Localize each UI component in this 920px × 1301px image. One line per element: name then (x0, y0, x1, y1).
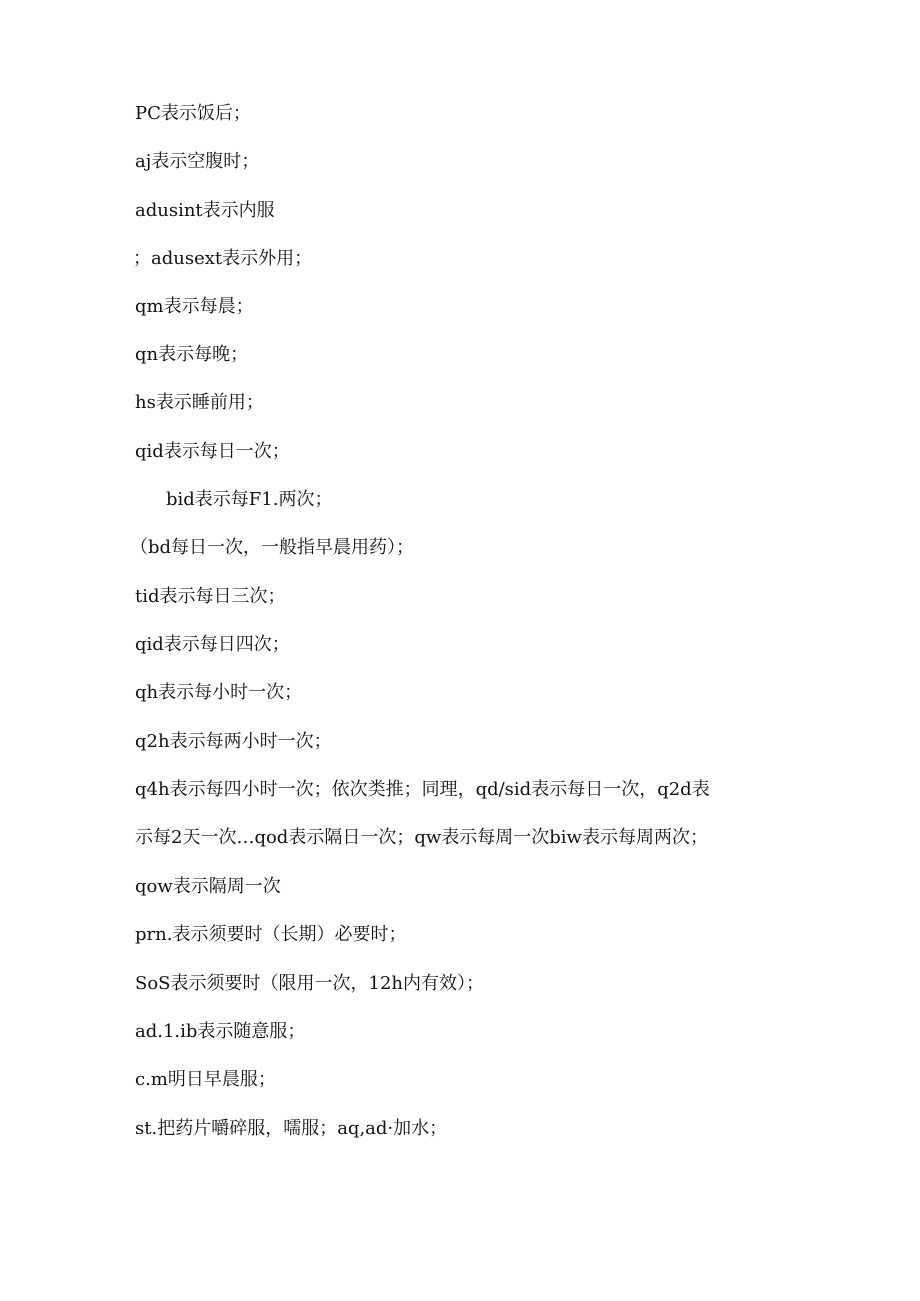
text-line: prn.表示须要时（长期）必要时； (135, 924, 407, 945)
text-line: tid表示每日三次； (135, 586, 286, 607)
text-line: PC表示饭后； (135, 103, 251, 124)
text-line: aj表示空腹时； (135, 151, 260, 172)
text-line: qm表示每晨； (135, 296, 254, 317)
text-line: bid表示每F1.两次； (166, 489, 333, 510)
text-line: adusint表示内服 (135, 200, 275, 221)
text-line: SoS表示须要时（限用一次，12h内有效）； (135, 973, 484, 994)
text-line: qh表示每小时一次； (135, 682, 303, 703)
text-line: c.m明日早晨服； (135, 1069, 276, 1090)
text-line: qid表示每日一次； (135, 441, 290, 462)
text-line: qid表示每日四次； (135, 634, 290, 655)
text-line: st.把药片嚼碎服，嚅服；aq,ad·加水； (135, 1118, 448, 1139)
text-line: q4h表示每四小时一次；依次类推；同理，qd/sid表示每日一次，q2d表 (135, 779, 710, 800)
text-line: hs表示睡前用； (135, 392, 264, 413)
text-line: q2h表示每两小时一次； (135, 731, 332, 752)
text-line: qow表示隔周一次 (135, 876, 281, 897)
text-line: ；adusext表示外用； (133, 248, 313, 269)
text-line: ad.1.ib表示随意服； (135, 1021, 306, 1042)
text-line: （bd每日一次，一般指早晨用药）； (130, 537, 415, 558)
text-line: qn表示每晚； (135, 344, 249, 365)
text-line: 示每2天一次…qod表示隔日一次；qw表示每周一次biw表示每周两次； (135, 827, 708, 848)
